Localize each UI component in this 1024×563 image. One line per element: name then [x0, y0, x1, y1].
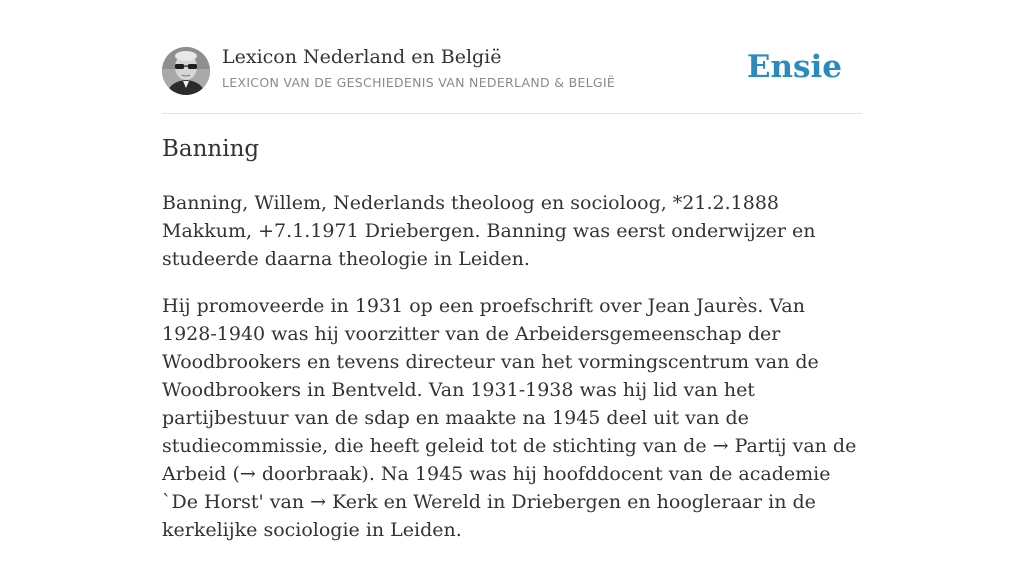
crossref-kerk-en-wereld-link[interactable]: → Kerk en Wereld	[310, 491, 481, 513]
crossref-doorbraak-link[interactable]: → doorbraak	[239, 463, 362, 485]
ensie-logo-link[interactable]: Ensie	[746, 49, 842, 85]
paragraph-2-text-a: Hij promoveerde in 1931 op een proefschrift over Jean Jaurès. Van 1928-1940 was hij voorzitter van de Arbeidersgemeenschap der Woodbrookers en tevens directeur van het vormingscentrum van de Woodbrookers in Bentveld. Van 1931-1938 was hij lid van het partijbestuur van de sdap en maakte na 1945 deel uit van de studiecommissie, die heeft geleid tot de stichting van de	[162, 295, 819, 457]
entry-paragraph-1: Banning, Willem, Nederlands theoloog en socioloog, *21.2.1888 Makkum, +7.1.1971 Driebergen. Banning was eerst onderwijzer en studeerde daarna theologie in Leiden.	[162, 192, 816, 270]
source-header	[162, 0, 862, 114]
entry-paragraph-2	[162, 292, 862, 544]
author-avatar[interactable]	[162, 47, 210, 95]
source-subtitle: LEXICON VAN DE GESCHIEDENIS VAN NEDERLAND & BELGIË	[222, 75, 616, 90]
paragraph-2-text-b: (	[226, 463, 240, 485]
author-portrait-icon	[162, 47, 210, 95]
paragraph-2-text-d: in Driebergen en hoogleraar in de kerkelijke sociologie in Leiden.	[162, 491, 816, 541]
crossref-partij-van-de-arbeid-link[interactable]: → Partij van de Arbeid	[162, 435, 857, 485]
entry-body	[162, 189, 862, 563]
paragraph-2-text-c: ). Na 1945 was hij hoofddocent van de academie `De Horst' van	[162, 463, 831, 513]
source-title[interactable]: Lexicon Nederland en België	[222, 46, 502, 68]
entry-title: Banning	[162, 136, 260, 162]
page	[162, 0, 862, 541]
